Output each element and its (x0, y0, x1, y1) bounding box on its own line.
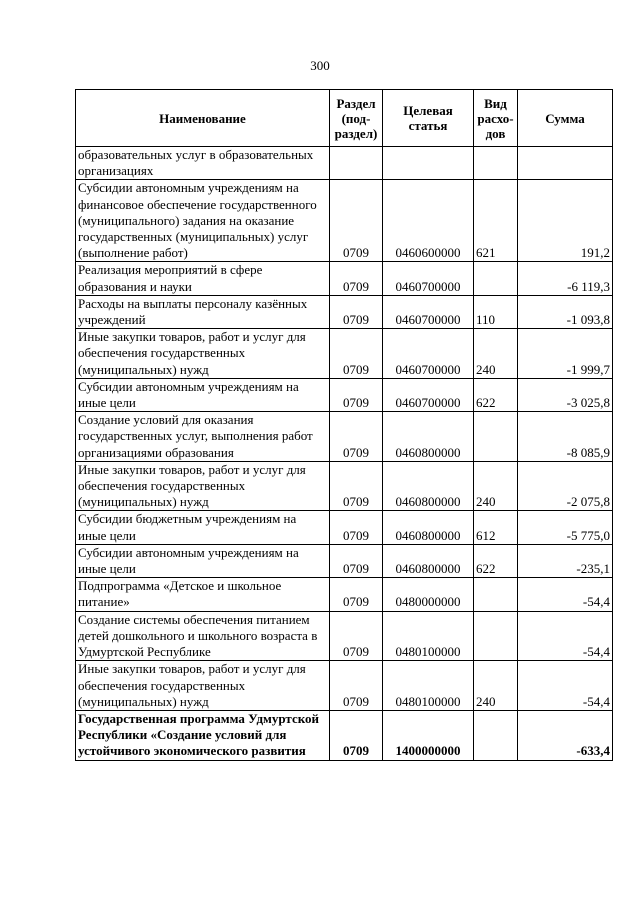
cell-name: Создание условий для оказания государственных услуг, выполнения работ организациями образования (76, 412, 330, 462)
cell-razdel: 0709 (330, 180, 383, 262)
cell-vid (474, 147, 518, 180)
cell-razdel: 0709 (330, 412, 383, 462)
cell-name: образовательных услуг в образовательных организациях (76, 147, 330, 180)
cell-name: Субсидии автономным учреждениям на иные цели (76, 378, 330, 411)
cell-razdel: 0709 (330, 461, 383, 511)
cell-razdel: 0709 (330, 661, 383, 711)
cell-summa: -2 075,8 (518, 461, 613, 511)
cell-summa: -8 085,9 (518, 412, 613, 462)
cell-vid (474, 262, 518, 295)
cell-name: Субсидии автономным учреждениям на финансовое обеспечение государственного (муниципального) задания на оказание государственных (муниципальных) услуг (выполнение работ) (76, 180, 330, 262)
cell-celevaya: 0480000000 (383, 578, 474, 611)
cell-celevaya: 0460800000 (383, 544, 474, 577)
cell-celevaya: 0460700000 (383, 295, 474, 328)
table-row (76, 611, 613, 661)
cell-razdel: 0709 (330, 710, 383, 760)
cell-razdel: 0709 (330, 378, 383, 411)
cell-name: Государственная программа Удмуртской Республики «Создание условий для устойчивого экономического развития (76, 710, 330, 760)
cell-celevaya: 1400000000 (383, 710, 474, 760)
table-header-row (76, 90, 613, 147)
cell-celevaya: 0460700000 (383, 329, 474, 379)
cell-name: Реализация мероприятий в сфере образования и науки (76, 262, 330, 295)
table-row (76, 147, 613, 180)
cell-celevaya: 0480100000 (383, 611, 474, 661)
table-row (76, 461, 613, 511)
cell-celevaya: 0480100000 (383, 661, 474, 711)
table-row (76, 295, 613, 328)
cell-name: Создание системы обеспечения питанием детей дошкольного и школьного возраста в Удмуртской Республике (76, 611, 330, 661)
table-row (76, 180, 613, 262)
cell-summa: -54,4 (518, 578, 613, 611)
cell-name: Иные закупки товаров, работ и услуг для обеспечения государственных (муниципальных) нужд (76, 329, 330, 379)
header-razdel: Раздел (под-раздел) (330, 90, 383, 147)
cell-name: Субсидии автономным учреждениям на иные цели (76, 544, 330, 577)
cell-celevaya: 0460600000 (383, 180, 474, 262)
cell-vid: 240 (474, 329, 518, 379)
cell-vid: 622 (474, 544, 518, 577)
cell-vid: 612 (474, 511, 518, 544)
cell-razdel: 0709 (330, 262, 383, 295)
cell-celevaya: 0460700000 (383, 378, 474, 411)
cell-summa: -633,4 (518, 710, 613, 760)
table-row (76, 329, 613, 379)
table-row (76, 578, 613, 611)
header-summa: Сумма (518, 90, 613, 147)
cell-vid: 240 (474, 661, 518, 711)
header-celevaya: Целевая статья (383, 90, 474, 147)
cell-vid (474, 412, 518, 462)
cell-razdel: 0709 (330, 611, 383, 661)
cell-vid: 110 (474, 295, 518, 328)
cell-summa: -235,1 (518, 544, 613, 577)
cell-vid: 240 (474, 461, 518, 511)
cell-summa: -1 999,7 (518, 329, 613, 379)
cell-summa: -5 775,0 (518, 511, 613, 544)
cell-vid (474, 710, 518, 760)
cell-summa: -54,4 (518, 611, 613, 661)
budget-table (75, 89, 613, 761)
cell-summa: -6 119,3 (518, 262, 613, 295)
cell-name: Иные закупки товаров, работ и услуг для обеспечения государственных (муниципальных) нужд (76, 661, 330, 711)
header-name: Наименование (76, 90, 330, 147)
cell-vid (474, 578, 518, 611)
cell-celevaya: 0460700000 (383, 262, 474, 295)
cell-razdel: 0709 (330, 544, 383, 577)
table-row (76, 378, 613, 411)
cell-razdel: 0709 (330, 511, 383, 544)
cell-celevaya: 0460800000 (383, 412, 474, 462)
table-row (76, 511, 613, 544)
table-row (76, 262, 613, 295)
cell-summa: -1 093,8 (518, 295, 613, 328)
cell-summa: -3 025,8 (518, 378, 613, 411)
cell-name: Субсидии бюджетным учреждениям на иные цели (76, 511, 330, 544)
cell-celevaya (383, 147, 474, 180)
cell-celevaya: 0460800000 (383, 461, 474, 511)
cell-celevaya: 0460800000 (383, 511, 474, 544)
cell-vid (474, 611, 518, 661)
table-row (76, 710, 613, 760)
table-row (76, 544, 613, 577)
cell-razdel: 0709 (330, 578, 383, 611)
cell-name: Расходы на выплаты персоналу казённых учреждений (76, 295, 330, 328)
cell-summa: -54,4 (518, 661, 613, 711)
cell-name: Иные закупки товаров, работ и услуг для обеспечения государственных (муниципальных) нужд (76, 461, 330, 511)
cell-razdel: 0709 (330, 295, 383, 328)
page-number: 300 (310, 58, 330, 73)
cell-summa (518, 147, 613, 180)
cell-name: Подпрограмма «Детское и школьное питание» (76, 578, 330, 611)
cell-vid: 622 (474, 378, 518, 411)
cell-razdel (330, 147, 383, 180)
cell-razdel: 0709 (330, 329, 383, 379)
cell-vid: 621 (474, 180, 518, 262)
table-row (76, 661, 613, 711)
header-vid: Вид расхо-дов (474, 90, 518, 147)
cell-summa: 191,2 (518, 180, 613, 262)
table-row (76, 412, 613, 462)
